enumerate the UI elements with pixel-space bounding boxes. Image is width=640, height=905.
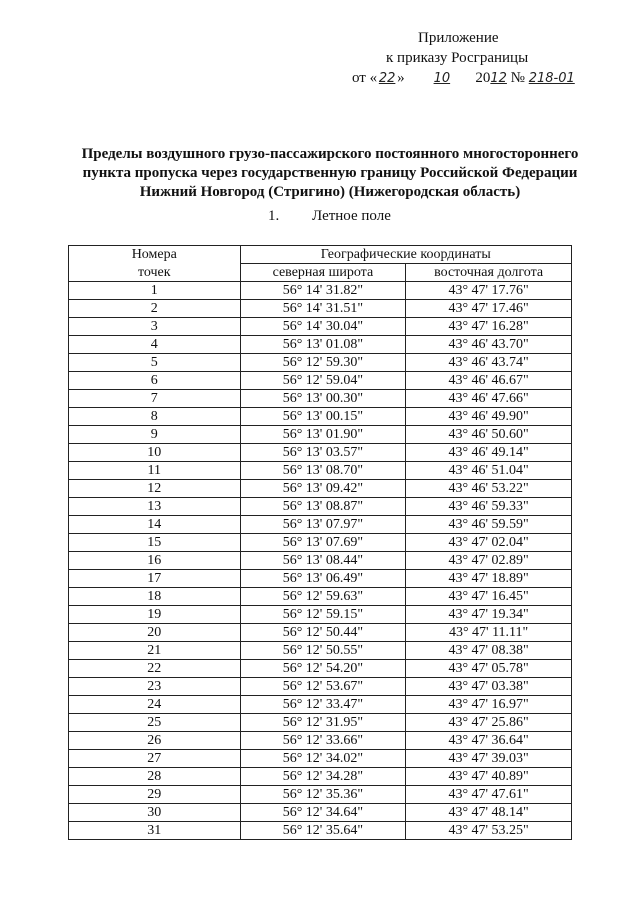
table-row — [69, 606, 572, 624]
longitude-cell: 43° 47' 02.89" — [406, 552, 572, 570]
latitude-cell: 56° 12' 33.47" — [240, 696, 406, 714]
table-row — [69, 444, 572, 462]
table-row — [69, 354, 572, 372]
point-number-cell: 17 — [69, 570, 241, 588]
table-row — [69, 822, 572, 840]
longitude-cell: 43° 47' 36.64" — [406, 732, 572, 750]
point-number-cell: 16 — [69, 552, 241, 570]
latitude-cell: 56° 13' 09.42" — [240, 480, 406, 498]
table-row — [69, 462, 572, 480]
longitude-cell: 43° 47' 48.14" — [406, 804, 572, 822]
document-title — [60, 145, 600, 202]
latitude-cell: 56° 13' 08.70" — [240, 462, 406, 480]
longitude-cell: 43° 46' 47.66" — [406, 390, 572, 408]
latitude-cell: 56° 13' 00.15" — [240, 408, 406, 426]
table-row — [69, 750, 572, 768]
point-number-cell: 26 — [69, 732, 241, 750]
title-line-2: пункта пропуска через государственную границу Российской Федерации — [82, 165, 578, 181]
point-number-cell: 8 — [69, 408, 241, 426]
table-row — [69, 282, 572, 300]
longitude-cell: 43° 46' 50.60" — [406, 426, 572, 444]
table-row — [69, 660, 572, 678]
point-number-cell: 19 — [69, 606, 241, 624]
latitude-cell: 56° 12' 59.63" — [240, 588, 406, 606]
longitude-cell: 43° 47' 17.76" — [406, 282, 572, 300]
point-number-cell: 29 — [69, 786, 241, 804]
longitude-cell: 43° 47' 47.61" — [406, 786, 572, 804]
longitude-cell: 43° 47' 02.04" — [406, 534, 572, 552]
number-sign: № — [510, 70, 525, 86]
header-points-line1: Номера — [69, 246, 241, 264]
latitude-cell: 56° 14' 31.51" — [240, 300, 406, 318]
latitude-cell: 56° 13' 08.87" — [240, 498, 406, 516]
table-row — [69, 408, 572, 426]
date-prefix: от « — [352, 70, 378, 86]
table-row — [69, 390, 572, 408]
latitude-cell: 56° 13' 00.30" — [240, 390, 406, 408]
longitude-cell: 43° 47' 11.11" — [406, 624, 572, 642]
longitude-cell: 43° 47' 18.89" — [406, 570, 572, 588]
longitude-cell: 43° 47' 53.25" — [406, 822, 572, 840]
latitude-cell: 56° 13' 06.49" — [240, 570, 406, 588]
latitude-cell: 56° 13' 08.44" — [240, 552, 406, 570]
longitude-cell: 43° 47' 03.38" — [406, 678, 572, 696]
header-longitude: восточная долгота — [406, 264, 572, 282]
point-number-cell: 12 — [69, 480, 241, 498]
longitude-cell: 43° 47' 39.03" — [406, 750, 572, 768]
table-row — [69, 642, 572, 660]
order-day: 22 — [378, 71, 396, 86]
point-number-cell: 28 — [69, 768, 241, 786]
table-row — [69, 516, 572, 534]
point-number-cell: 27 — [69, 750, 241, 768]
longitude-cell: 43° 47' 16.45" — [406, 588, 572, 606]
latitude-cell: 56° 13' 01.90" — [240, 426, 406, 444]
point-number-cell: 1 — [69, 282, 241, 300]
latitude-cell: 56° 12' 59.15" — [240, 606, 406, 624]
point-number-cell: 3 — [69, 318, 241, 336]
point-number-cell: 14 — [69, 516, 241, 534]
table-row — [69, 624, 572, 642]
table-row — [69, 714, 572, 732]
latitude-cell: 56° 12' 34.02" — [240, 750, 406, 768]
point-number-cell: 31 — [69, 822, 241, 840]
table-row — [69, 570, 572, 588]
table-row — [69, 480, 572, 498]
longitude-cell: 43° 46' 46.67" — [406, 372, 572, 390]
header-latitude: северная широта — [240, 264, 406, 282]
section-label: Летное поле — [312, 208, 391, 224]
title-line-3: Нижний Новгород (Стригино) (Нижегородская область) — [139, 184, 521, 200]
point-number-cell: 25 — [69, 714, 241, 732]
point-number-cell: 7 — [69, 390, 241, 408]
appendix-label: Приложение — [418, 30, 499, 46]
order-year: 12 — [490, 71, 507, 86]
order-month: 10 — [433, 71, 451, 86]
longitude-cell: 43° 46' 49.14" — [406, 444, 572, 462]
longitude-cell: 43° 47' 16.97" — [406, 696, 572, 714]
point-number-cell: 20 — [69, 624, 241, 642]
latitude-cell: 56° 13' 07.97" — [240, 516, 406, 534]
point-number-cell: 15 — [69, 534, 241, 552]
longitude-cell: 43° 46' 43.70" — [406, 336, 572, 354]
latitude-cell: 56° 12' 35.36" — [240, 786, 406, 804]
longitude-cell: 43° 46' 49.90" — [406, 408, 572, 426]
latitude-cell: 56° 12' 34.28" — [240, 768, 406, 786]
latitude-cell: 56° 14' 30.04" — [240, 318, 406, 336]
section-number: 1. — [268, 208, 280, 224]
longitude-cell: 43° 46' 59.33" — [406, 498, 572, 516]
point-number-cell: 21 — [69, 642, 241, 660]
longitude-cell: 43° 47' 05.78" — [406, 660, 572, 678]
table-row — [69, 336, 572, 354]
point-number-cell: 5 — [69, 354, 241, 372]
longitude-cell: 43° 47' 16.28" — [406, 318, 572, 336]
order-number: 218-01 — [528, 71, 575, 86]
point-number-cell: 6 — [69, 372, 241, 390]
longitude-cell: 43° 46' 53.22" — [406, 480, 572, 498]
year-prefix: 20 — [475, 70, 491, 86]
latitude-cell: 56° 12' 59.30" — [240, 354, 406, 372]
table-row — [69, 732, 572, 750]
table-row — [69, 786, 572, 804]
table-row — [69, 696, 572, 714]
latitude-cell: 56° 13' 01.08" — [240, 336, 406, 354]
header-coordinates: Географические координаты — [240, 246, 571, 264]
title-line-1: Пределы воздушного грузо-пассажирского постоянного многостороннего — [81, 146, 579, 162]
point-number-cell: 2 — [69, 300, 241, 318]
table-row — [69, 498, 572, 516]
table-row — [69, 534, 572, 552]
table-row — [69, 372, 572, 390]
latitude-cell: 56° 12' 53.67" — [240, 678, 406, 696]
longitude-cell: 43° 46' 51.04" — [406, 462, 572, 480]
point-number-cell: 9 — [69, 426, 241, 444]
appendix-block — [330, 28, 575, 89]
point-number-cell: 18 — [69, 588, 241, 606]
point-number-cell: 22 — [69, 660, 241, 678]
latitude-cell: 56° 12' 50.44" — [240, 624, 406, 642]
latitude-cell: 56° 12' 50.55" — [240, 642, 406, 660]
point-number-cell: 13 — [69, 498, 241, 516]
point-number-cell: 11 — [69, 462, 241, 480]
point-number-cell: 24 — [69, 696, 241, 714]
section-heading — [268, 208, 391, 225]
latitude-cell: 56° 12' 54.20" — [240, 660, 406, 678]
longitude-cell: 43° 47' 40.89" — [406, 768, 572, 786]
point-number-cell: 10 — [69, 444, 241, 462]
latitude-cell: 56° 12' 33.66" — [240, 732, 406, 750]
latitude-cell: 56° 13' 03.57" — [240, 444, 406, 462]
table-body — [69, 282, 572, 840]
table-row — [69, 804, 572, 822]
latitude-cell: 56° 14' 31.82" — [240, 282, 406, 300]
header-points-line2: точек — [69, 264, 241, 282]
point-number-cell: 23 — [69, 678, 241, 696]
longitude-cell: 43° 47' 25.86" — [406, 714, 572, 732]
table-row — [69, 318, 572, 336]
latitude-cell: 56° 13' 07.69" — [240, 534, 406, 552]
longitude-cell: 43° 47' 08.38" — [406, 642, 572, 660]
latitude-cell: 56° 12' 35.64" — [240, 822, 406, 840]
longitude-cell: 43° 46' 59.59" — [406, 516, 572, 534]
table-row — [69, 768, 572, 786]
latitude-cell: 56° 12' 59.04" — [240, 372, 406, 390]
table-row — [69, 552, 572, 570]
table-row — [69, 678, 572, 696]
latitude-cell: 56° 12' 34.64" — [240, 804, 406, 822]
order-reference: к приказу Росграницы — [386, 50, 529, 66]
coordinates-table — [68, 245, 572, 840]
point-number-cell: 30 — [69, 804, 241, 822]
latitude-cell: 56° 12' 31.95" — [240, 714, 406, 732]
longitude-cell: 43° 47' 19.34" — [406, 606, 572, 624]
date-mid: » — [397, 70, 405, 86]
point-number-cell: 4 — [69, 336, 241, 354]
table-row — [69, 588, 572, 606]
longitude-cell: 43° 46' 43.74" — [406, 354, 572, 372]
table-row — [69, 426, 572, 444]
order-date-line — [330, 68, 575, 89]
table-row — [69, 300, 572, 318]
longitude-cell: 43° 47' 17.46" — [406, 300, 572, 318]
